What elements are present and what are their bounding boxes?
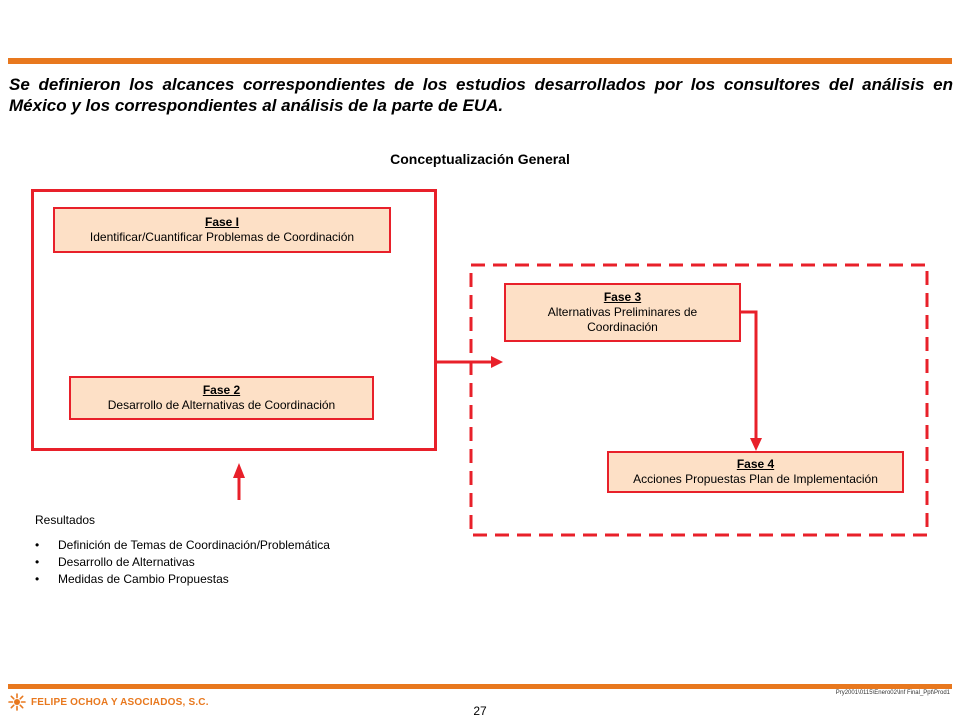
phase-3-description-line-2: Coordinación (587, 320, 658, 334)
phase-3-title: Fase 3 (603, 290, 642, 304)
file-reference: Pry2001\0115\Enero02\Inf Final_Ppt\Prod1 (835, 690, 950, 696)
bottom-divider (8, 684, 952, 689)
page-number: 27 (473, 704, 487, 718)
results-item: • Definición de Temas de Coordinación/Problemática (35, 537, 330, 554)
results-section (35, 512, 330, 588)
results-item: • Desarrollo de Alternativas (35, 554, 330, 571)
arrow-head-down (750, 438, 762, 451)
phase-3-description-line-1: Alternativas Preliminares de (547, 305, 698, 319)
arrow-head-up (233, 463, 245, 478)
phase-box-3 (504, 283, 741, 342)
results-heading: Resultados (35, 513, 96, 527)
phase-1-title: Fase I (204, 215, 240, 229)
results-list (35, 537, 330, 588)
phase-2-description: Desarrollo de Alternativas de Coordinación (107, 398, 336, 412)
headline-text: Se definieron los alcances correspondientes de los estudios desarrollados por los consultores del análisis en México y los correspondientes al análisis de la parte de EUA. (9, 75, 953, 115)
phase-1-description: Identificar/Cuantificar Problemas de Coordinación (89, 230, 355, 244)
results-item: • Medidas de Cambio Propuestas (35, 571, 330, 588)
phase-4-title: Fase 4 (736, 457, 775, 471)
diagram-title: Conceptualización General (390, 151, 570, 167)
arrow-fase3-to-fase4 (740, 312, 756, 440)
phase-4-description: Acciones Propuestas Plan de Implementación (633, 472, 878, 486)
phase-box-1 (53, 207, 391, 253)
phase-2-title: Fase 2 (202, 383, 241, 397)
phase-box-2 (69, 376, 374, 420)
phase-box-4 (607, 451, 904, 493)
arrow-head-right (491, 356, 503, 368)
company-name: FELIPE OCHOA Y ASOCIADOS, S.C. (31, 696, 209, 708)
